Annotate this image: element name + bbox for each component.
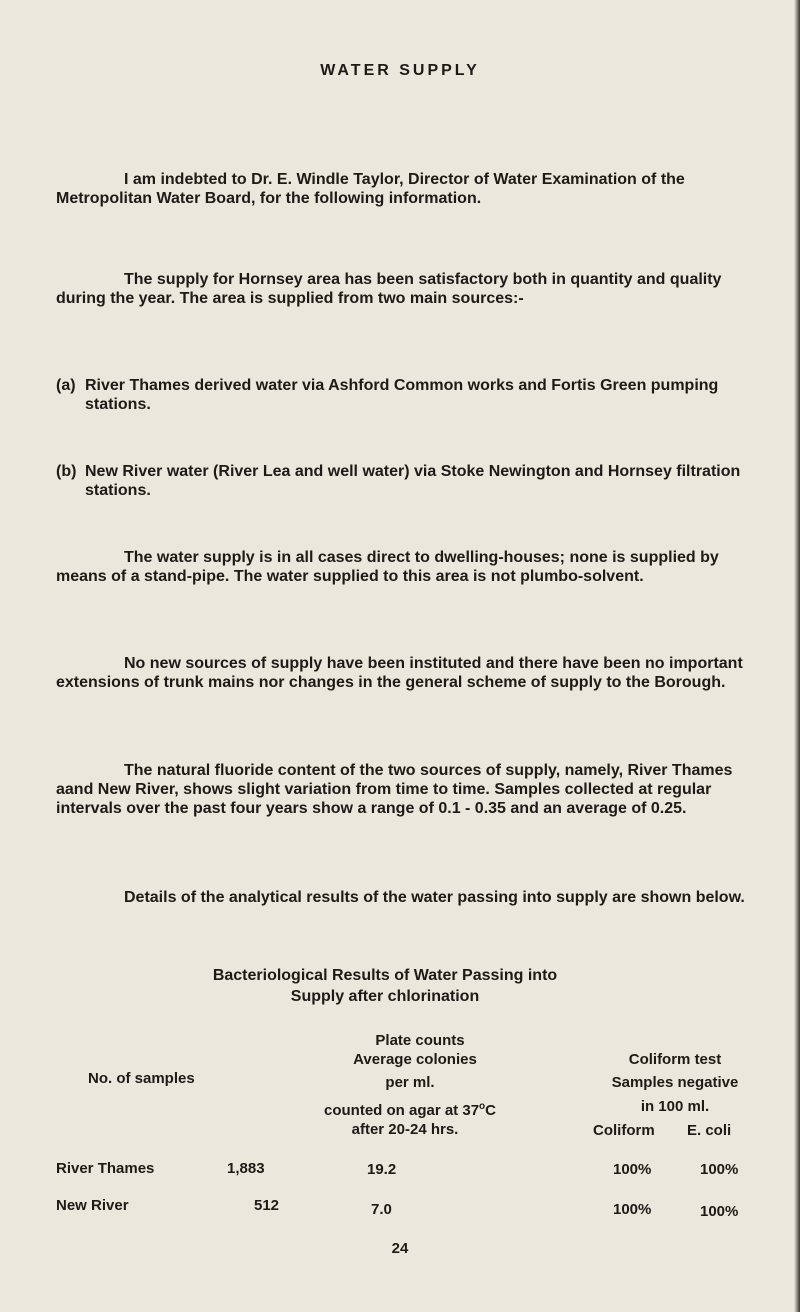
row-coliform: 100% [613,1161,652,1178]
header-plate-3: per ml. [385,1074,435,1091]
list-marker: (a) [56,377,76,394]
header-ecoli: E. coli [687,1122,732,1139]
list-item-text: New River water (River Lea and well water) via Stoke Newington and Hornsey filtration stations. [85,463,741,499]
page-number: 24 [391,1240,409,1257]
paragraph-details [56,888,768,907]
paragraph-direct-supply [56,548,768,586]
row-ecoli: 100% [700,1203,739,1220]
header-samples: No. of samples [88,1070,195,1087]
row-source: New River [56,1197,129,1214]
paragraph-fluoride [56,761,768,818]
paragraph-supply-quality [56,270,768,308]
header-plate-4-text: counted on agar at 37 [324,1102,480,1119]
header-plate-1: Plate counts [375,1032,465,1049]
row-ecoli: 100% [700,1161,739,1178]
paragraph-text: The natural fluoride content of the two sources of supply, namely, River Thames aand New River, shows slight variation from time to time. Samples collected at regular intervals over the past four years show a range of 0.1 - 0.35 and an average of 0.25. [56,762,733,817]
table-caption-line-1: Bacteriological Results of Water Passing into [212,967,558,984]
paragraph-text: Details of the analytical results of the water passing into supply are shown below. [124,889,745,906]
paragraph-text: The water supply is in all cases direct to dwelling-houses; none is supplied by means of a stand-pipe. The water supplied to this area is not plumbo-solvent. [56,549,719,585]
source-item-b [56,462,768,500]
row-samples: 1,883 [227,1160,265,1177]
header-coliform-2: Samples negative [611,1074,739,1091]
source-item-a [56,376,768,414]
paragraph-text: I am indebted to Dr. E. Windle Taylor, Director of Water Examination of the Metropolitan Water Board, for the following information. [56,171,685,207]
row-coliform: 100% [613,1201,652,1218]
page-edge-shadow [794,0,800,1312]
header-plate-5: after 20-24 hrs. [351,1121,459,1138]
row-samples: 512 [254,1197,280,1214]
paragraph-text: No new sources of supply have been instituted and there have been no important extensions of trunk mains nor changes in the general scheme of supply to the Borough. [56,655,743,691]
row-source: River Thames [56,1160,155,1177]
header-plate-2: Average colonies [353,1051,477,1068]
row-plate-count: 19.2 [367,1161,397,1178]
header-coliform-1: Coliform test [628,1051,722,1068]
row-plate-count: 7.0 [371,1201,392,1218]
header-coliform-4: Coliform [593,1122,655,1139]
paragraph-no-new-sources [56,654,768,692]
page-title: WATER SUPPLY [320,62,480,79]
list-marker: (b) [56,463,77,480]
paragraph-acknowledgement [56,170,768,208]
list-item-text: River Thames derived water via Ashford Common works and Fortis Green pumping stations. [85,377,719,413]
degree-sign: o [479,1101,486,1112]
header-coliform-3: in 100 ml. [640,1098,710,1115]
header-plate-4-unit: C [485,1102,496,1119]
table-caption-line-2: Supply after chlorination [290,988,480,1005]
paragraph-text: The supply for Hornsey area has been satisfactory both in quantity and quality during the year. The area is supplied from two main sources:- [56,271,722,307]
